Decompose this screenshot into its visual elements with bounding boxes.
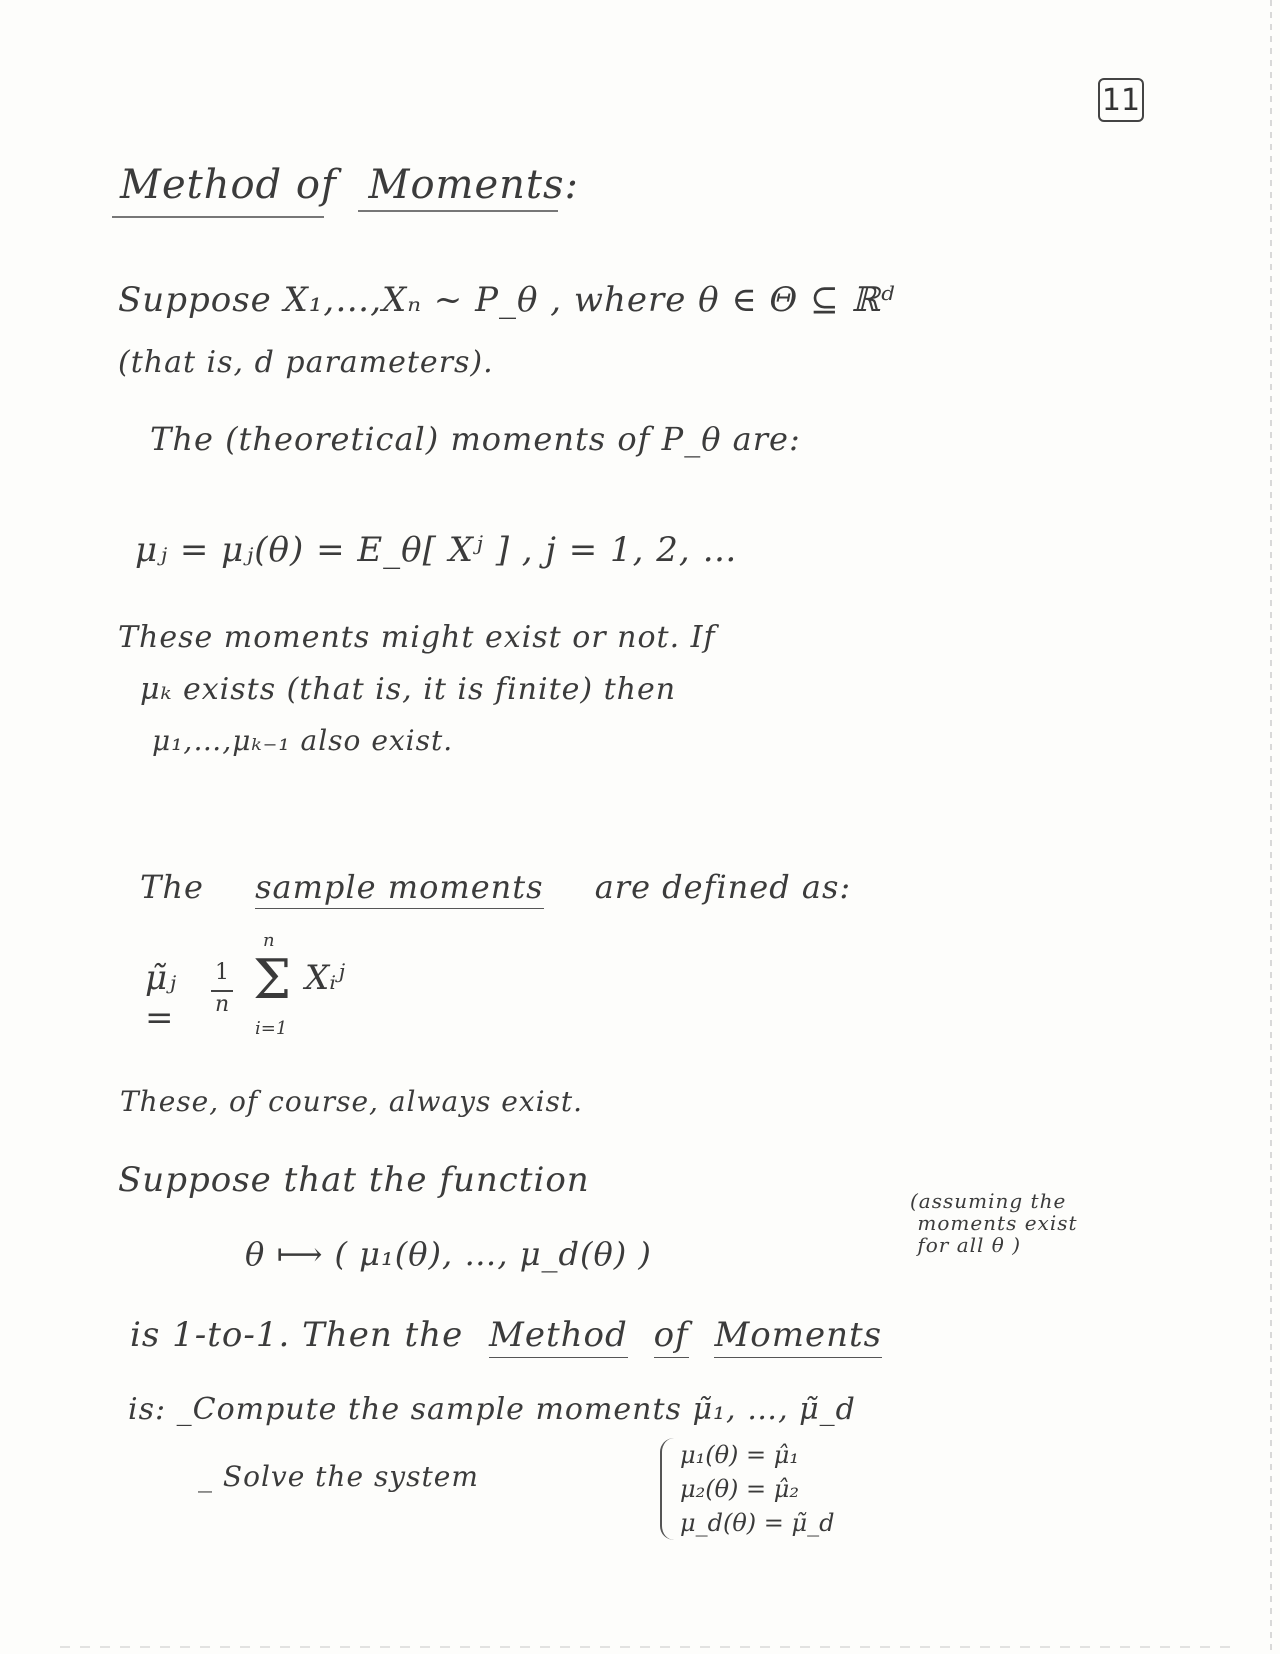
line-suppose-function: Suppose that the function (118, 1160, 590, 1200)
line-always-exist: These, of course, always exist. (120, 1085, 584, 1118)
method-word: Method (489, 1315, 628, 1358)
title-part2: Moments: (368, 162, 579, 208)
sum-lower-limit: i=1 (255, 1018, 288, 1039)
sum-upper-limit: n (263, 930, 275, 951)
line-suppose: Suppose X₁,…,Xₙ ~ P_θ , where θ ∈ Θ ⊆ ℝᵈ (118, 280, 896, 320)
moments-word: Moments (714, 1315, 882, 1358)
title-underline-1 (112, 216, 324, 218)
scan-bottom-edge (60, 1646, 1240, 1648)
line-one-to-one (130, 1315, 882, 1355)
system-eq-3: μ_d(θ) = μ̃_d (680, 1509, 835, 1537)
line-compute: is: _Compute the sample moments μ̃₁, …, μ̃_d (128, 1392, 856, 1427)
sample-intro-a: The (140, 868, 204, 906)
scan-edge (1270, 0, 1272, 1654)
line-params: (that is, d parameters). (118, 345, 494, 380)
system-eq-2: μ₂(θ) = μ̂₂ (680, 1475, 799, 1503)
moment-definition: μⱼ = μⱼ(θ) = E_θ[ Xʲ ] , j = 1, 2, … (135, 530, 738, 570)
line-theoretical: The (theoretical) moments of P_θ are: (150, 420, 801, 458)
formula-lhs: μ̃ⱼ = (145, 958, 177, 1038)
system-eq-1: μ₁(θ) = μ̂₁ (680, 1441, 799, 1469)
title-part1: Method of (120, 162, 337, 208)
formula-denominator: n (215, 992, 230, 1017)
sample-intro-c: are defined as: (594, 868, 852, 906)
assumption-note: (assuming the moments exist for all θ ) (910, 1189, 1078, 1257)
title-underline-2 (358, 210, 558, 212)
page-title (120, 162, 579, 208)
line-solve: _ Solve the system (198, 1460, 479, 1493)
line-exist-2: μₖ exists (that is, it is finite) then (140, 672, 677, 707)
formula-numerator: 1 (215, 960, 229, 985)
line-exist-3: μ₁,…,μₖ₋₁ also exist. (152, 724, 454, 757)
page-number-box: 11 (1098, 78, 1144, 122)
of-word: of (654, 1315, 689, 1358)
mapping-expression: θ ⟼ ( μ₁(θ), …, μ_d(θ) ) (245, 1235, 652, 1273)
line-exist-1: These moments might exist or not. If (118, 620, 716, 655)
summation-sign: Σ (253, 948, 292, 1011)
equation-system (660, 1438, 834, 1540)
one-to-one-a: is 1-to-1. Then the (130, 1315, 464, 1355)
line-sample-intro (140, 868, 851, 906)
sample-moments-term: sample moments (255, 868, 543, 909)
sum-term: Xᵢʲ (305, 958, 346, 998)
